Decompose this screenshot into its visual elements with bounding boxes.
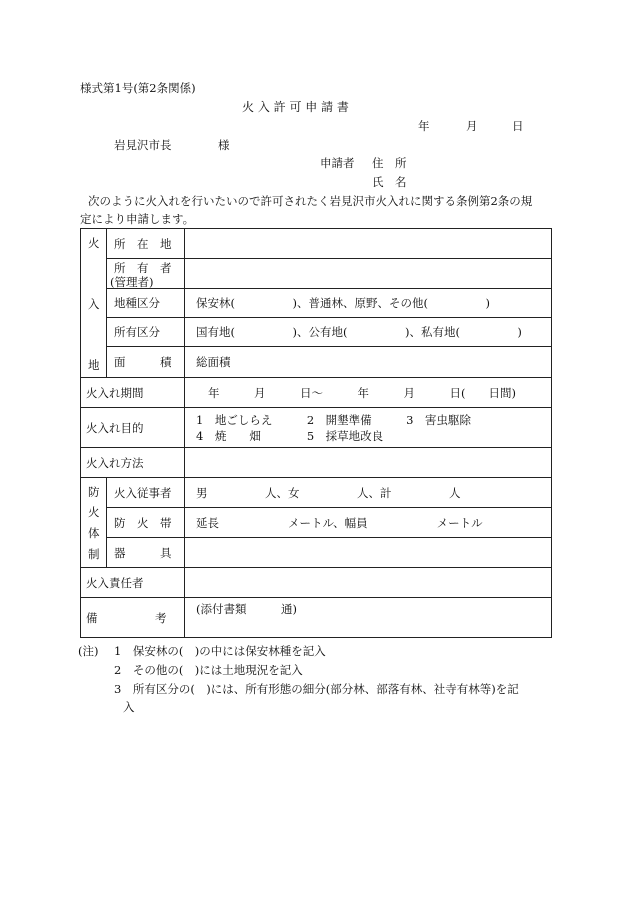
ownership-label: 所有区分 [114,325,160,339]
land-group-char-3: 地 [88,358,100,372]
method-value[interactable] [190,448,548,477]
fire-group-char-4: 制 [88,547,100,561]
land-type-label: 地種区分 [114,296,160,310]
owner-sub-label: (管理者) [110,275,154,289]
location-label: 所 在 地 [114,236,172,251]
note-3: 3 所有区分の( )には、所有形態の細分(部分林、部落有林、社寺有林等)を記 [114,682,519,696]
note-1: 1 保安林の( )の中には保安林種を記入 [114,644,326,658]
purpose-label: 火入れ目的 [86,420,144,435]
ownership-value[interactable]: 国有地( )、公有地( )、私有地( ) [196,325,522,339]
period-label: 火入れ期間 [86,385,144,400]
intro-line-2: 定により申請します。 [80,212,195,226]
workers-value[interactable]: 男 人、女 人、計 人 [196,485,461,500]
address-label: 住 所 [372,156,407,170]
date-day-label: 日 [512,119,524,133]
owner-value[interactable] [190,259,548,288]
area-label: 面 積 [114,355,172,369]
addressee: 岩見沢市長 [114,138,172,152]
purpose-options-line-1[interactable]: 1 地ごしらえ 2 開墾準備 3 害虫駆除 [196,413,471,427]
land-group-char-1: 火 [88,236,100,250]
responsible-label: 火入責任者 [86,575,144,590]
equipment-label: 器 具 [114,545,172,560]
equipment-value[interactable] [190,538,548,567]
fire-group-char-3: 体 [88,526,100,540]
land-group-char-2: 入 [88,297,100,311]
fire-group-char-1: 防 [88,485,100,499]
period-value[interactable]: 年 月 日〜 年 月 日( 日間) [208,385,516,400]
document-title: 火 入 許 可 申 請 書 [242,100,349,114]
workers-label: 火入従事者 [114,485,172,500]
honorific: 様 [218,138,230,152]
fire-group-char-2: 火 [88,505,100,519]
note-2: 2 その他の( )には土地現況を記入 [114,663,303,677]
remarks-value[interactable]: (添付書類 通) [196,602,297,616]
applicant-label: 申請者 [320,156,355,170]
owner-label: 所 有 者 [114,261,172,275]
remarks-label: 備 考 [86,610,167,625]
responsible-value[interactable] [190,568,548,597]
location-value[interactable] [190,229,548,258]
note-3-continuation: 入 [123,700,135,714]
notes-label: (注) [78,644,99,658]
form-number: 様式第1号(第2条関係) [80,81,196,95]
name-label: 氏 名 [372,175,407,189]
land-type-value[interactable]: 保安林( )、普通林、原野、その他( ) [196,296,490,310]
method-label: 火入れ方法 [86,455,144,470]
firebreak-value[interactable]: 延長 メートル、幅員 メートル [196,515,483,530]
firebreak-label: 防 火 帯 [114,515,172,530]
area-value[interactable]: 総面積 [196,355,231,369]
date-month-label: 月 [466,119,478,133]
date-year-label: 年 [418,119,430,133]
intro-line-1: 次のように火入れを行いたいので許可されたく岩見沢市火入れに関する条例第2条の規 [88,194,533,208]
purpose-options-line-2[interactable]: 4 焼 畑 5 採草地改良 [196,429,384,443]
